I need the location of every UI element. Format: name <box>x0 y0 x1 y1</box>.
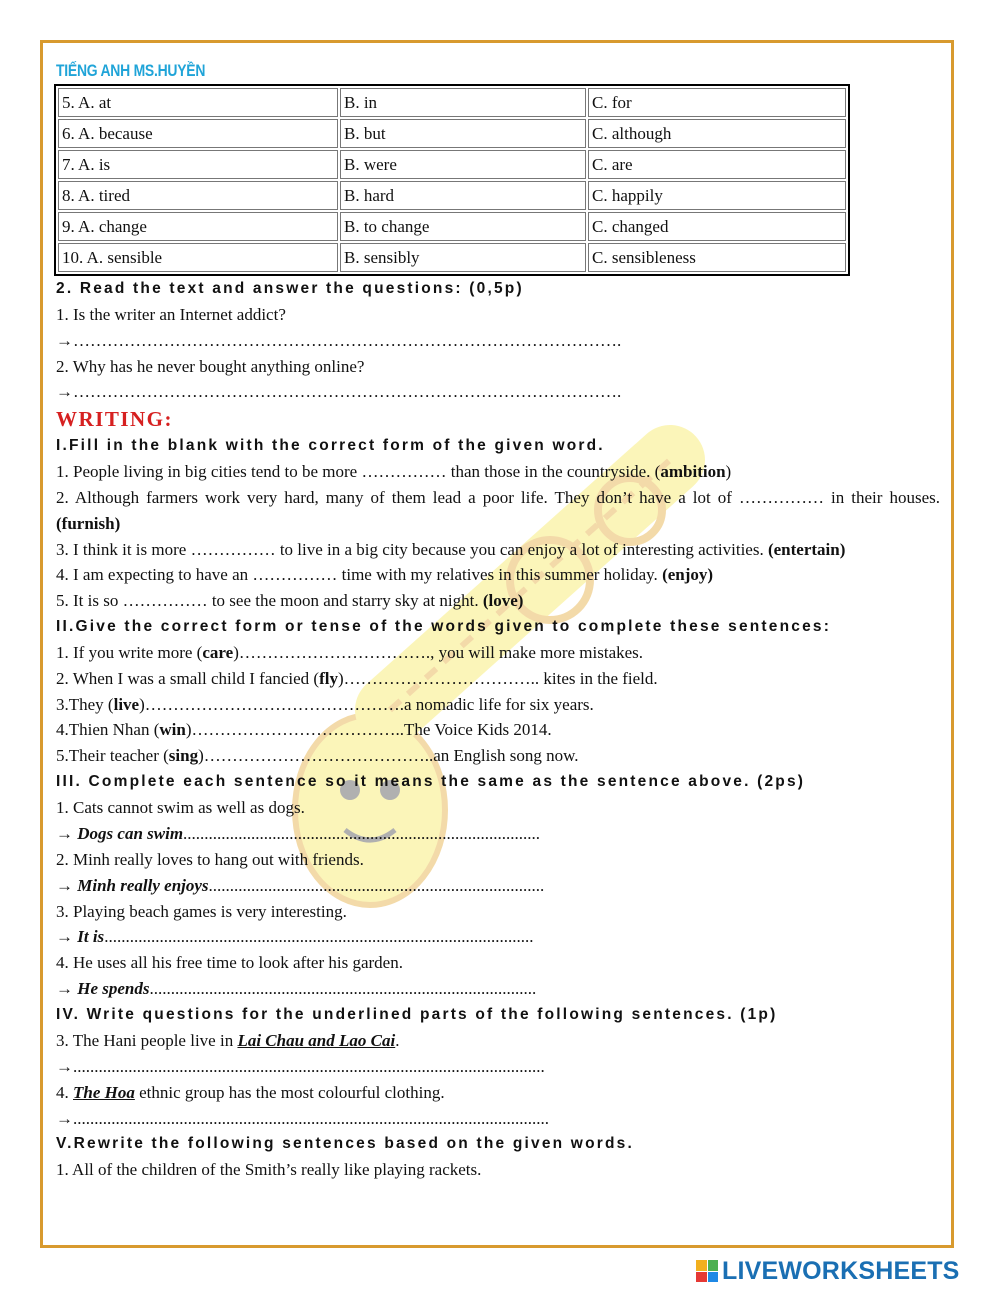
answer-line[interactable]: →……………………………………………………………………………………. <box>56 330 622 350</box>
exercise-item: 4. He uses all his free time to look after his garden. <box>56 953 403 973</box>
exercise-item: 1. Cats cannot swim as well as dogs. <box>56 797 305 817</box>
options-table <box>54 84 850 276</box>
option-cell: B. sensibly <box>340 243 586 272</box>
answer-line[interactable]: → Minh really enjoys............................................................................... <box>56 875 545 895</box>
option-cell: C. are <box>588 150 846 179</box>
exercise-item: 4. I am expecting to have an …………… time with my relatives in this summer holiday. (enjoy) <box>56 565 714 585</box>
answer-line[interactable]: → It is..................................................................................................... <box>56 927 534 947</box>
reading-heading: 2. Read the text and answer the questions: (0,5p) <box>56 280 524 297</box>
option-cell: 6. A. because <box>58 119 338 148</box>
exercise-item: 1. People living in big cities tend to be more …………… than those in the countryside. (ambition) <box>56 462 732 482</box>
exercise-item: 3. I think it is more …………… to live in a big city because you can enjoy a lot of interesting activities. (entertain) <box>56 539 846 559</box>
exercise-item: 3. The Hani people live in Lai Chau and Lao Cai. <box>56 1031 400 1051</box>
option-cell: 8. A. tired <box>58 181 338 210</box>
exercise-item: 2. Minh really loves to hang out with friends. <box>56 849 364 869</box>
answer-line[interactable]: →................................................................................................................ <box>56 1108 549 1128</box>
section-heading: II.Give the correct form or tense of the words given to complete these sentences: <box>56 617 832 635</box>
exercise-item: 1. All of the children of the Smith’s really like playing rackets. <box>56 1160 482 1180</box>
reading-question: 1. Is the writer an Internet addict? <box>56 305 286 324</box>
option-cell: B. but <box>340 119 586 148</box>
exercise-item: 2. When I was a small child I fancied (fly)…………………………….. kites in the field. <box>56 668 658 688</box>
liveworksheets-logo <box>696 1257 960 1285</box>
section-heading: III. Complete each sentence so it means the same as the sentence above. (2ps) <box>56 772 806 790</box>
answer-line[interactable]: → He spends........................................................................................... <box>56 979 537 999</box>
exercise-item: 3. Playing beach games is very interesting. <box>56 901 347 921</box>
options-row <box>58 150 846 179</box>
answer-line[interactable]: → Dogs can swim.................................................................................... <box>56 823 541 843</box>
reading-question: 2. Why has he never bought anything online? <box>56 356 365 376</box>
option-cell: B. to change <box>340 212 586 241</box>
exercise-item: 3.They (live)……………………………………….a nomadic life for six years. <box>56 694 594 714</box>
exercise-item: 5.Their teacher (sing)…………………………………..an English song now. <box>56 746 579 766</box>
options-row <box>58 119 846 148</box>
option-cell: C. for <box>588 88 846 117</box>
option-cell: C. sensibleness <box>588 243 846 272</box>
page-header: TIẾNG ANH MS.HUYỀN <box>56 61 206 80</box>
option-cell: 10. A. sensible <box>58 243 338 272</box>
section-heading: IV. Write questions for the underlined parts of the following sentences. (1p) <box>56 1006 778 1024</box>
option-cell: 7. A. is <box>58 150 338 179</box>
exercise-item: 5. It is so …………… to see the moon and starry sky at night. (love) <box>56 591 524 611</box>
answer-line[interactable]: →............................................................................................................... <box>56 1056 545 1076</box>
logo-text: LIVEWORKSHEETS <box>722 1256 960 1285</box>
options-row <box>58 88 846 117</box>
section-heading: I.Fill in the blank with the correct form of the given word. <box>56 437 605 455</box>
exercise-item: 1. If you write more (care)……………………………., you will make more mistakes. <box>56 642 644 662</box>
answer-line[interactable]: →……………………………………………………………………………………. <box>56 382 622 402</box>
options-row <box>58 212 846 241</box>
options-row <box>58 181 846 210</box>
worksheet-content <box>56 58 940 1183</box>
exercise-item: 4. The Hoa ethnic group has the most colourful clothing. <box>56 1082 445 1102</box>
option-cell: 5. A. at <box>58 88 338 117</box>
liveworksheets-mark-icon <box>696 1260 718 1282</box>
option-cell: C. although <box>588 119 846 148</box>
option-cell: C. changed <box>588 212 846 241</box>
option-cell: B. in <box>340 88 586 117</box>
option-cell: C. happily <box>588 181 846 210</box>
option-cell: B. hard <box>340 181 586 210</box>
writing-title: WRITING: <box>56 407 174 432</box>
options-row <box>58 243 846 272</box>
option-cell: 9. A. change <box>58 212 338 241</box>
exercise-item: 4.Thien Nhan (win)………………………………..The Voice Kids 2014. <box>56 720 552 740</box>
exercise-item: 2. Although farmers work very hard, many of them lead a poor life. They don’t have a lot of …………… in their houses. (furnish) <box>56 487 940 533</box>
section-heading: V.Rewrite the following sentences based on the given words. <box>56 1135 634 1153</box>
option-cell: B. were <box>340 150 586 179</box>
